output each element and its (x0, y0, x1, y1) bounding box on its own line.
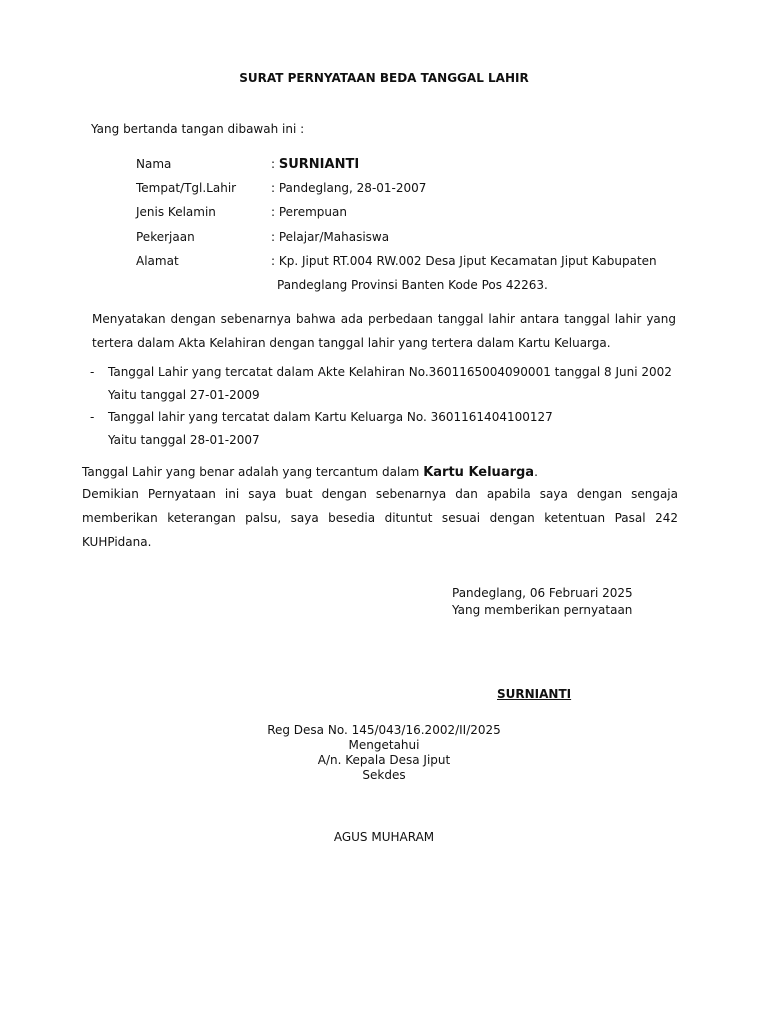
reg-number: Reg Desa No. 145/043/16.2002/II/2025 (267, 723, 501, 737)
official-name: AGUS MUHARAM (333, 830, 435, 844)
signer-name: SURNIANTI (497, 687, 572, 701)
list-item-line2: Yaitu tanggal 27-01-2009 (108, 388, 260, 402)
list-dash: - (90, 365, 95, 379)
field-label-pekerjaan: Pekerjaan (136, 230, 195, 244)
place-date: Pandeglang, 06 Februari 2025 (452, 586, 633, 600)
sekdes-text: Sekdes (362, 768, 406, 782)
field-label-jenis-kelamin: Jenis Kelamin (136, 205, 216, 219)
field-label-alamat: Alamat (136, 254, 179, 268)
correct-date-line (82, 464, 538, 480)
field-value-jenis-kelamin: : Perempuan (271, 205, 347, 219)
list-item-line1: Tanggal Lahir yang tercatat dalam Akte Kelahiran No.3601165004090001 tanggal 8 Juni 2002 (108, 365, 672, 379)
field-value-alamat-line2: Pandeglang Provinsi Banten Kode Pos 42263. (277, 278, 548, 292)
correct-date-suffix: . (534, 465, 538, 479)
list-item-line1: Tanggal lahir yang tercatat dalam Kartu Keluarga No. 3601161404100127 (108, 410, 553, 424)
document-title: SURAT PERNYATAAN BEDA TANGGAL LAHIR (239, 71, 529, 85)
mengetahui-text: Mengetahui (348, 738, 420, 752)
field-value-pekerjaan: : Pelajar/Mahasiswa (271, 230, 390, 244)
list-dash: - (90, 410, 95, 424)
an-kepala-desa: A/n. Kepala Desa Jiput (317, 753, 451, 767)
list-item-line2: Yaitu tanggal 28-01-2007 (108, 433, 260, 447)
closing-paragraph: Demikian Pernyataan ini saya buat dengan sebenarnya dan apabila saya dengan sengaja memberikan keterangan palsu, saya besedia dituntut sesuai dengan ketentuan Pasal 242 KUHPidana. (82, 487, 678, 549)
field-value-nama (271, 156, 359, 172)
intro-text: Yang bertanda tangan dibawah ini : (91, 122, 305, 136)
statement-paragraph: Menyatakan dengan sebenarnya bahwa ada perbedaan tanggal lahir antara tanggal lahir yang tertera dalam Akta Kelahiran dengan tanggal lahir yang tertera dalam Kartu Keluarga. (92, 312, 676, 350)
correct-date-prefix: Tanggal Lahir yang benar adalah yang tercantum dalam (82, 465, 424, 479)
field-value-ttl: : Pandeglang, 28-01-2007 (271, 181, 427, 195)
correct-date-source: Kartu Keluarga (423, 465, 535, 480)
field-label-nama: Nama (136, 157, 172, 171)
field-name-value: SURNIANTI (278, 157, 360, 172)
field-separator: : (271, 157, 279, 171)
field-value-alamat-line1: : Kp. Jiput RT.004 RW.002 Desa Jiput Kecamatan Jiput Kabupaten (271, 254, 657, 268)
field-label-ttl: Tempat/Tgl.Lahir (136, 181, 237, 195)
signer-caption: Yang memberikan pernyataan (452, 603, 633, 617)
